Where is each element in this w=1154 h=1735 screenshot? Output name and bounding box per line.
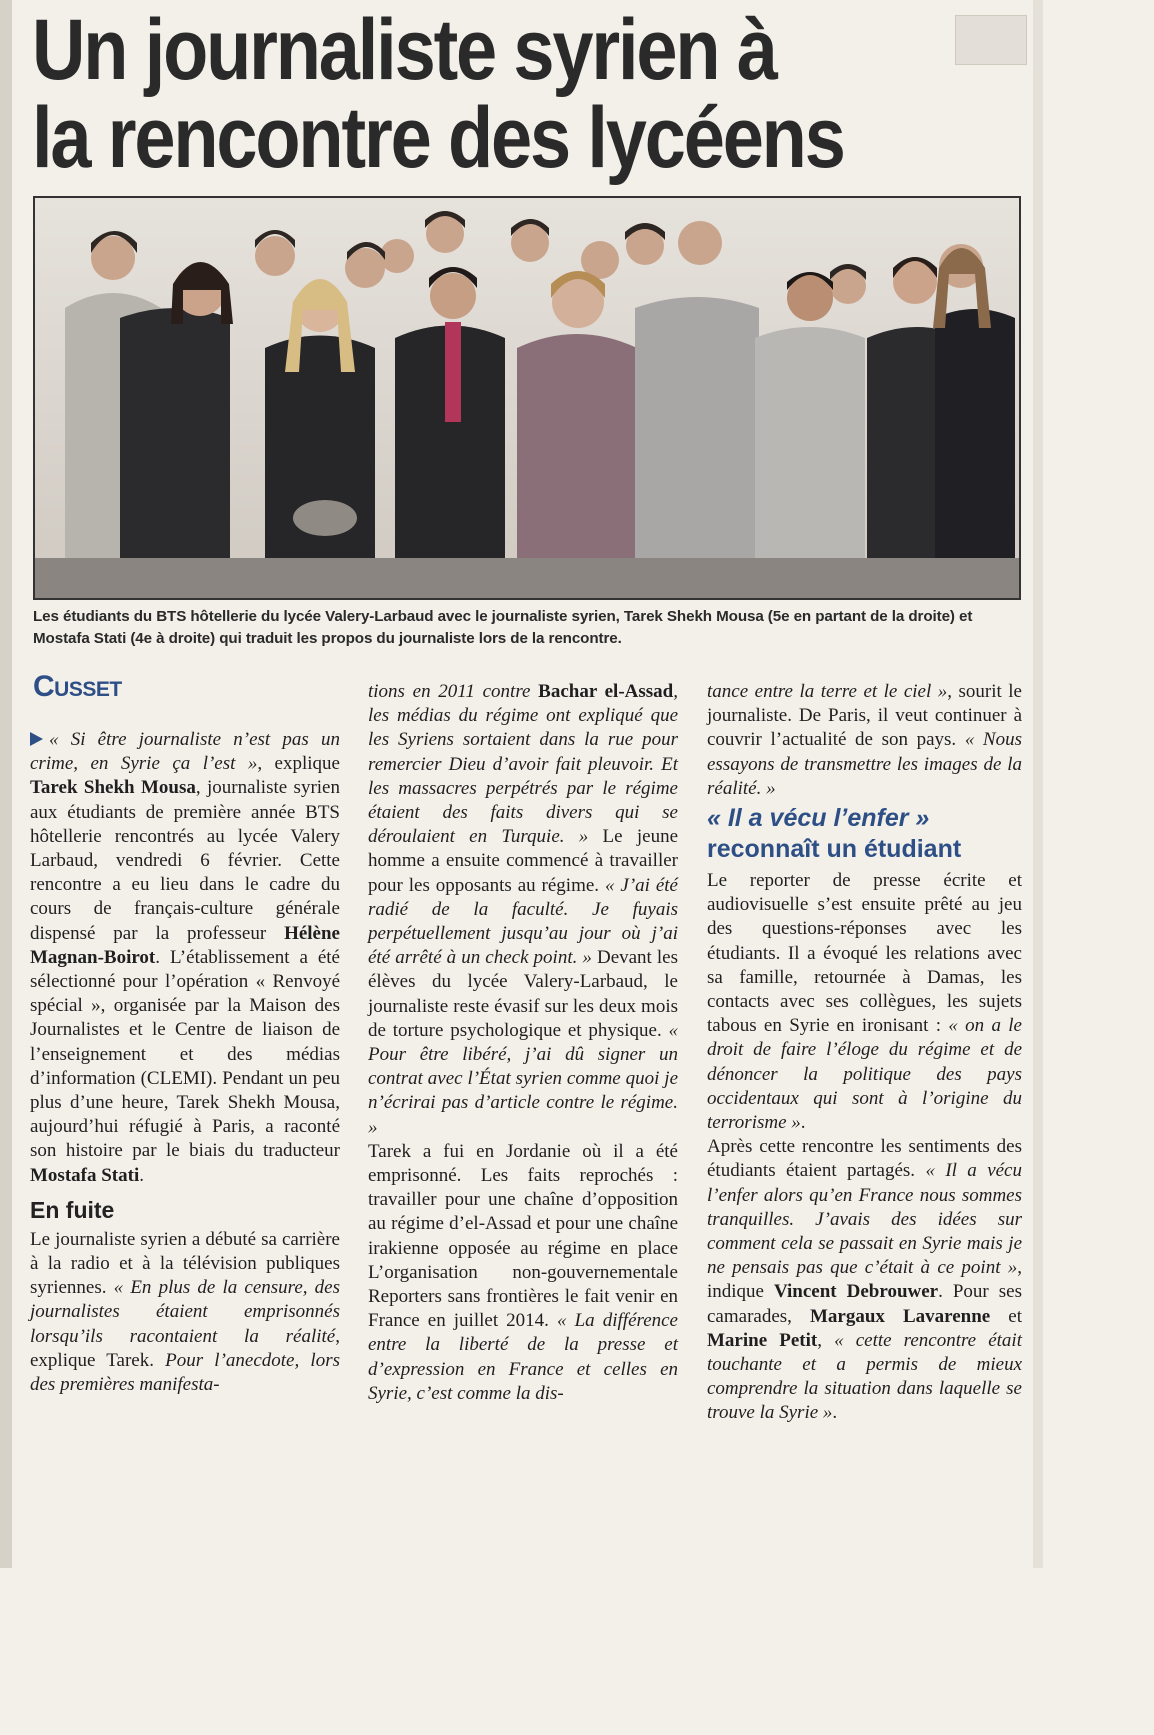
- page-edge-right: [1033, 0, 1043, 1568]
- article-column-2: [368, 680, 678, 1406]
- arrow-right-icon: [30, 732, 43, 746]
- paragraph-exile: Tarek a fui en Jordanie où il a été emprisonné. Les faits reprochés : travailler pour une chaîne d’opposition au régime d’el-Assad et pour une chaîne irakienne opposée au régime en place L’organisation non-gouvernementale Reporters sans frontières le fait venir en France en juillet 2014. « La différence entre la liberté de la presse et d’expression en France et celles en Syrie, c’est comme la dis-: [368, 1140, 678, 1404]
- paragraph-career: Le journaliste syrien a débuté sa carrière à la radio et à la télévision publiques syriennes. « En plus de la censure, des journalistes étaient emprisonnés lorsqu’ils racontaient la réalité, explique Tarek. Pour l’anecdote, lors des premières manifesta-: [30, 1228, 341, 1396]
- pull-quote: « Il a vécu l’enfer » reconnaît un étudiant: [707, 804, 962, 864]
- article-column-3: [707, 680, 1022, 1426]
- article-column-1: [30, 728, 340, 1397]
- page-edge: [0, 0, 12, 1568]
- paragraph-paris: tance entre la terre et le ciel », sourit le journaliste. De Paris, il veut continuer à couvrir l’actualité de son pays. « Nous essayons de transmettre les images de la réalité. »: [707, 681, 1022, 799]
- paragraph-intro: « Si être journaliste n’est pas un crime, en Syrie ça l’est », explique Tarek Shekh Mousa, journaliste syrien aux étudiants de première année BTS hôtellerie rencontrés au lycée Valery Larbaud, vendredi 6 février. Cette rencontre a eu lieu dans le cadre du cours de français-culture générale dispensé par la professeur Hélène Magnan-Boirot. L’établissement a été sélectionné pour l’opération « Renvoyé spécial », organisée par la Maison des Journalistes et le Centre de liaison de l’enseignement et des médias d’information (CLEMI). Pendant un peu plus d’une heure, Tarek Shekh Mousa, aujourd’hui réfugié à Paris, a raconté son histoire par le biais du traducteur Mostafa Stati.: [30, 729, 340, 1186]
- paragraph-regime: tions en 2011 contre Bachar el-Assad, les médias du régime ont expliqué que les Syriens sortaient dans la rue pour remercier Dieu d’avoir fait pleuvoir. Et les massacres perpétrés par le régime étaient des faits divers qui se déroulaient en Turquie. » Le jeune homme a ensuite commencé à travailler pour les opposants au régime. « J’ai été radié de la faculté. Je fuyais perpétuellement jusqu’au jour où j’ai été arrêté à un check point. » Devant les élèves du lycée Valery-Larbaud, le journaliste reste évasif sur les deux mois de torture psychologique et physique. « Pour être libéré, j’ai dû signer un contrat avec l’État syrien comme quoi je n’écrirai pas d’article contre le régime. »: [368, 681, 679, 1138]
- subhead-en-fuite: En fuite: [30, 1196, 115, 1223]
- section-label: Cusset: [33, 670, 122, 703]
- headline: [32, 2, 844, 186]
- group-photo: [33, 196, 1021, 600]
- paragraph-feelings: Après cette rencontre les sentiments des étudiants étaient partagés. « Il a vécu l’enfer alors qu’en France nous sommes tranquilles. J’avais des idées sur comment cela se passait en Syrie mais je ne pensais pas que c’était à ce point », indique Vincent Debrouwer. Pour ses camarades, Margaux Lavarenne et Marine Petit, « cette rencontre était touchante et a permis de mieux comprendre la situation dans laquelle se trouve la Syrie ».: [707, 1136, 1022, 1424]
- photo-caption: Les étudiants du BTS hôtellerie du lycée Valery-Larbaud avec le journaliste syrien, Tarek Shekh Mousa (5e en partant de la droite) et Mostafa Stati (4e à droite) qui traduit les propos du journaliste lors de la rencontre.: [33, 608, 973, 647]
- adjacent-article-fragment: [955, 15, 1027, 65]
- headline-line-1: Un journaliste syrien à: [32, 2, 776, 98]
- paragraph-questions: Le reporter de presse écrite et audiovisuelle s’est ensuite prêté au jeu des questions-réponses avec les étudiants. Il a évoqué les relations avec sa famille, retournée à Damas, les contacts avec ses collègues, les sujets tabous en Syrie en ironisant : « on a le droit de faire l’éloge du régime et de dénoncer la politique des pays occidentaux qui sont à l’origine du terrorisme ».: [707, 870, 1022, 1134]
- headline-line-2: la rencontre des lycéens: [32, 90, 844, 186]
